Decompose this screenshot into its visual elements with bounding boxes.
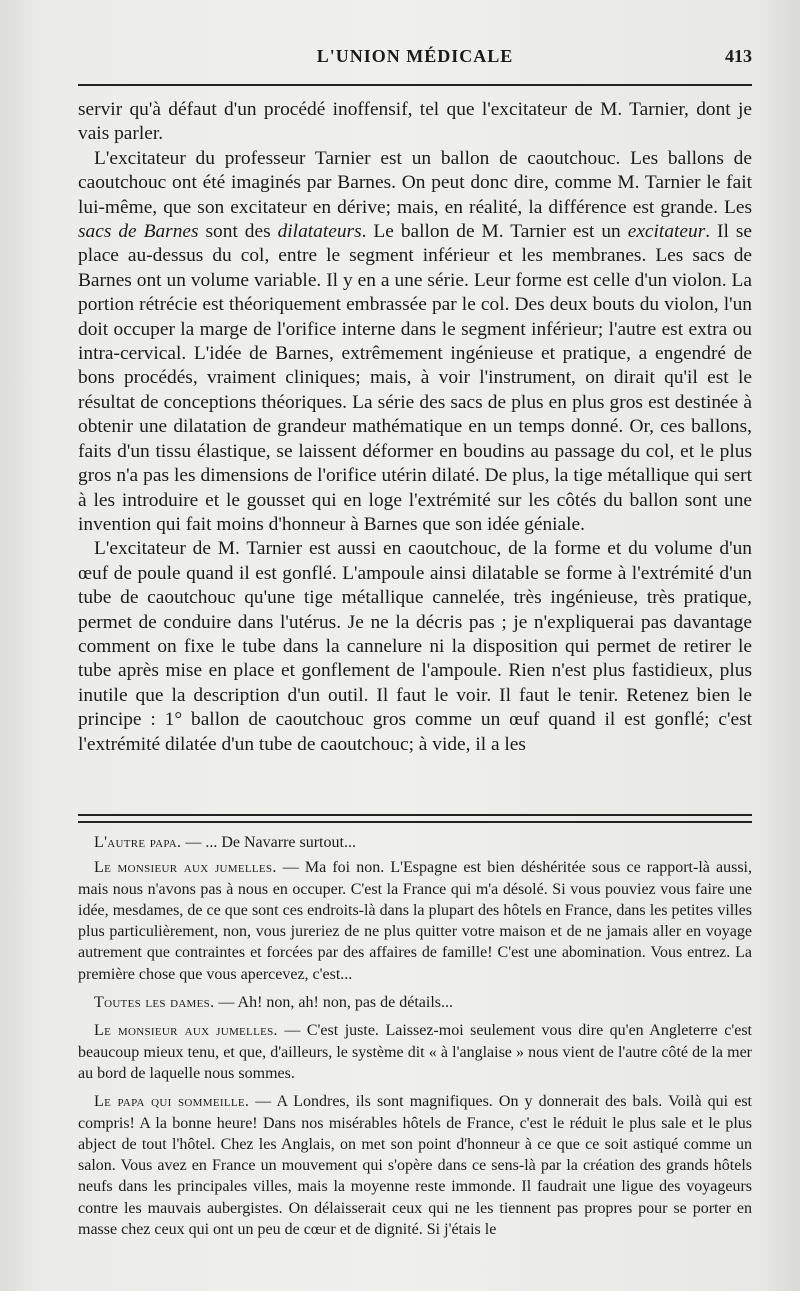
article-paragraph: L'excitateur de M. Tarnier est aussi en caoutchouc, de la forme et du volume d'un œuf de poule quand il est gonflé. L'ampoule ainsi dilatable se forme à l'extrémité d'un tube de caoutchouc qu'une tige métallique cannelée, très ingénieuse, très pratique, permet de conduire dans l'utérus. Je ne la décris pas ; je n'expliquerai pas davantage comment on fixe le tube dans la cannelure ni la disposition qui permet de retirer le tube après mise en place et gonflement de l'ampoule. Rien n'est plus fastidieux, plus inutile que la description d'un outil. Il faut le voir. Il faut le tenir. Retenez bien le principe : 1° ballon de caoutchouc gros comme un œuf quand il est gonflé; c'est l'extrémité dilatée d'un tube de caoutchouc; à vide, il a les — [78, 538, 752, 755]
page-header — [78, 46, 752, 76]
dialogue-text: — ... De Navarre surtout... — [181, 834, 356, 851]
dialogue-text: — A Londres, ils sont magnifiques. On y donnerait des bals. Voilà qui est compris! A la bonne heure! Dans nos misérables hôtels de France, c'est le réduit le plus sale et le plus abject de tout l'hôtel. Chez les Anglais, on met son point d'honneur à ce que ce soit astiqué comme un salon. Vous avez en France un mouvement qui s'opère dans ce sens-là par la création des grands hôtels neufs dans les principales villes, mais la moyenne reste immonde. Il faudrait une ligue des voyageurs contre les mauvais aubergistes. On délaisserait ceux qui ne les tiennent pas propres pour se porter en masse chez ceux qui ont un peu de cœur et de dignité. Si j'étais le — [78, 1093, 752, 1239]
speaker-name: Le monsieur aux jumelles. — [94, 859, 277, 877]
dialogue-line — [78, 857, 752, 985]
speaker-name: L'autre papa. — [94, 834, 182, 851]
article-paragraph: servir qu'à défaut d'un procédé inoffensif, tel que l'excitateur de M. Tarnier, dont je vais parler. — [78, 99, 752, 145]
text-run: . Le ballon de M. Tarnier est un — [361, 221, 628, 243]
dialogue-line — [78, 992, 752, 1013]
article-paragraph — [78, 147, 752, 538]
speaker-name: Le monsieur aux jumelles. — [94, 1022, 278, 1040]
dialogue-text: — Ah! non, ah! non, pas de détails... — [214, 994, 454, 1012]
page-number: 413 — [725, 46, 752, 66]
italic-term: excitateur — [627, 221, 706, 243]
section-divider — [78, 814, 752, 823]
article-body — [78, 98, 752, 757]
text-run: L'excitateur du professeur Tarnier est un ballon de caoutchouc. Les ballons de caoutchouc ont été imaginés par Barnes. On peut donc dire, comme M. Tarnier le fait lui-même, que son excitateur en dérive; mais, en réalité, la différence est grande. Les — [78, 147, 752, 218]
dialogue-line — [78, 1091, 752, 1240]
feuilleton-dialogue — [78, 832, 752, 1247]
speaker-name: Toutes les dames. — [94, 994, 215, 1012]
text-run: sont des — [198, 221, 278, 243]
text-run: . Il se place au-dessus du col, entre le segment inférieur et les membranes. Les sacs de Barnes ont un volume variable. Il y en a une série. Leur forme est celle d'un violon. La portion rétrécie est théoriquement embrassée par le col. Des deux bouts du violon, l'un doit occuper la marge de l'orifice interne dans le segment inférieur; l'autre est extra ou intra-cervical. L'idée de Barnes, extrêmement ingénieuse et pratique, a engendré de bons procédés, vraiment cliniques; mais, à voir l'instrument, on dirait qu'il est le résultat de conceptions théoriques. La série des sacs de plus en plus gros est destinée à obtenir une dilatation de grandeur mathématique en un temps donné. Or, ces ballons, faits d'un tissu élastique, se laissent déformer en boudins au passage du col, et le plus gros n'a pas les dimensions de l'orifice utérin dilaté. De plus, la tige métallique qui sert à les introduire et le gousset qui en loge l'extrémité sur les côtés du ballon sont une invention qui fait moins d'honneur à Barnes que son idée géniale. — [78, 221, 753, 535]
dialogue-text: — Ma foi non. L'Espagne est bien déshéritée sous ce rapport-là aussi, mais nous n'avons pas à nous en occuper. C'est la France qui m'a désolé. Si vous pouviez vous faire une idée, mesdames, de ce que sont ces endroits-là dans la plupart des hôtels en France, dans les petites villes plus particulièrement, non, vous jureriez de ne plus quitter votre maison et de ne jamais aller en voyage autrement que contraintes et forcées par des affaires de famille! C'est une abomination. Vous entrez. La première chose que vous apercevez, c'est... — [78, 859, 752, 983]
italic-term: dilatateurs — [277, 221, 362, 243]
dialogue-text: — C'est juste. Laissez-moi seulement vous dire qu'en Angleterre c'est beaucoup mieux tenu, et que, d'ailleurs, le système dit « à l'anglaise » nous vient de l'autre côté de la mer au bord de laquelle nous sommes. — [78, 1022, 752, 1082]
dialogue-line — [78, 832, 752, 853]
italic-term: sacs de Barnes — [78, 221, 199, 243]
dialogue-line — [78, 1020, 752, 1084]
speaker-name: Le papa qui sommeille. — [94, 1093, 250, 1111]
running-title: L'UNION MÉDICALE — [316, 46, 514, 66]
header-rule — [78, 84, 752, 86]
